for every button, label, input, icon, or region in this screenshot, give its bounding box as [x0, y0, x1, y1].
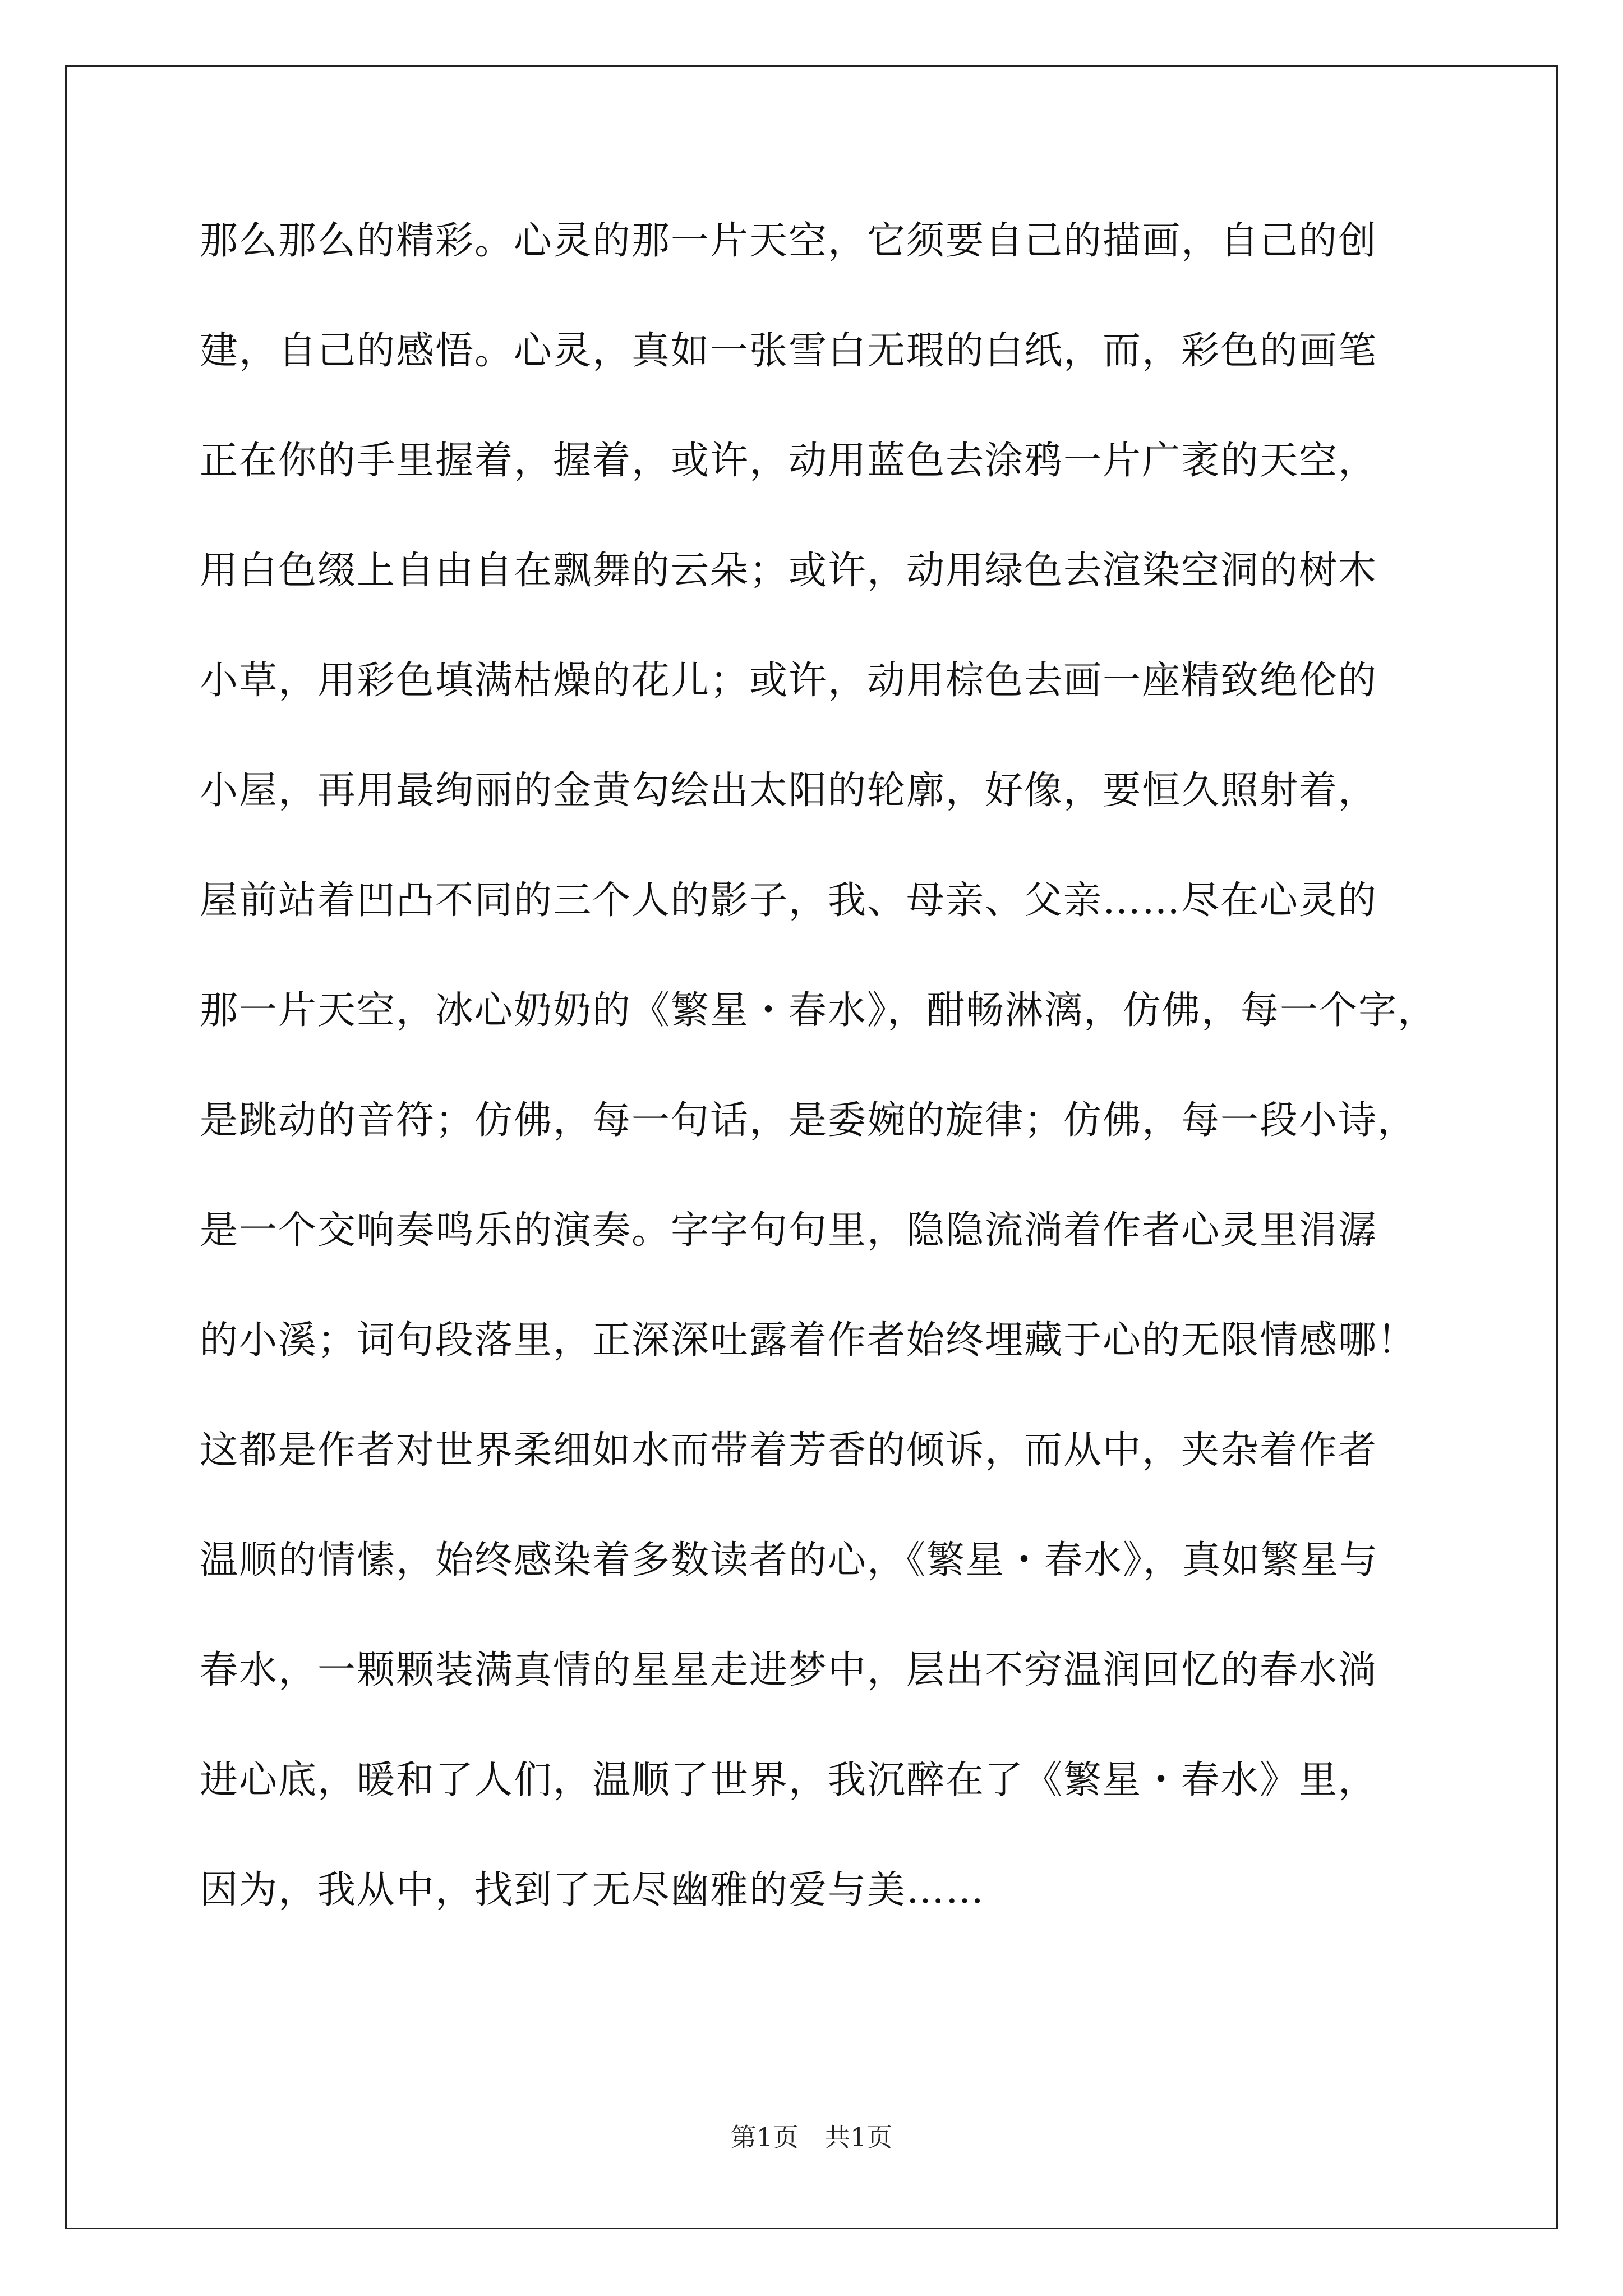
text-line: 那么那么的精彩。心灵的那一片天空，它须要自己的描画，自己的创 [200, 219, 1378, 263]
text-line: 的小溪；词句段落里，正深深吐露着作者始终埋藏于心的无限情感哪！ [200, 1318, 1417, 1363]
text-line: 屋前站着凹凸不同的三个人的影子，我、母亲、父亲……尽在心灵的 [200, 878, 1378, 923]
text-line: 用白色缀上自由自在飘舞的云朵；或许，动用绿色去渲染空洞的树木 [200, 549, 1378, 593]
text-line: 是跳动的音符；仿佛，每一句话，是委婉的旋律；仿佛，每一段小诗， [200, 1098, 1417, 1143]
text-line: 温顺的情愫，始终感染着多数读者的心，《繁星・春水》，真如繁星与 [200, 1538, 1379, 1582]
text-line: 这都是作者对世界柔细如水而带着芳香的倾诉，而从中，夹杂着作者 [200, 1428, 1378, 1473]
text-line: 因为，我从中，找到了无尽幽雅的爱与美…… [200, 1868, 985, 1912]
text-line: 是一个交响奏鸣乐的演奏。字字句句里，隐隐流淌着作者心灵里涓潺 [200, 1208, 1378, 1253]
text-line: 小屋，再用最绚丽的金黄勾绘出太阳的轮廓，好像，要恒久照射着， [200, 769, 1378, 813]
text-line: 进心底，暖和了人们，温顺了世界，我沉醉在了《繁星・春水》里， [200, 1758, 1378, 1802]
text-line: 那一片天空，冰心奶奶的《繁星・春水》，酣畅淋漓，仿佛，每一个字， [200, 988, 1437, 1033]
document-body [200, 220, 1490, 1979]
text-line: 正在你的手里握着，握着，或许，动用蓝色去涂鸦一片广袤的天空， [200, 439, 1378, 483]
text-line: 春水，一颗颗装满真情的星星走进梦中，层出不穷温润回忆的春水淌 [200, 1648, 1378, 1692]
page-number-footer: 第1页 共1页 [730, 2122, 893, 2152]
text-line: 建，自己的感悟。心灵，真如一张雪白无瑕的白纸，而，彩色的画笔 [200, 329, 1378, 373]
text-line: 小草，用彩色填满枯燥的花儿；或许，动用棕色去画一座精致绝伦的 [200, 659, 1378, 703]
